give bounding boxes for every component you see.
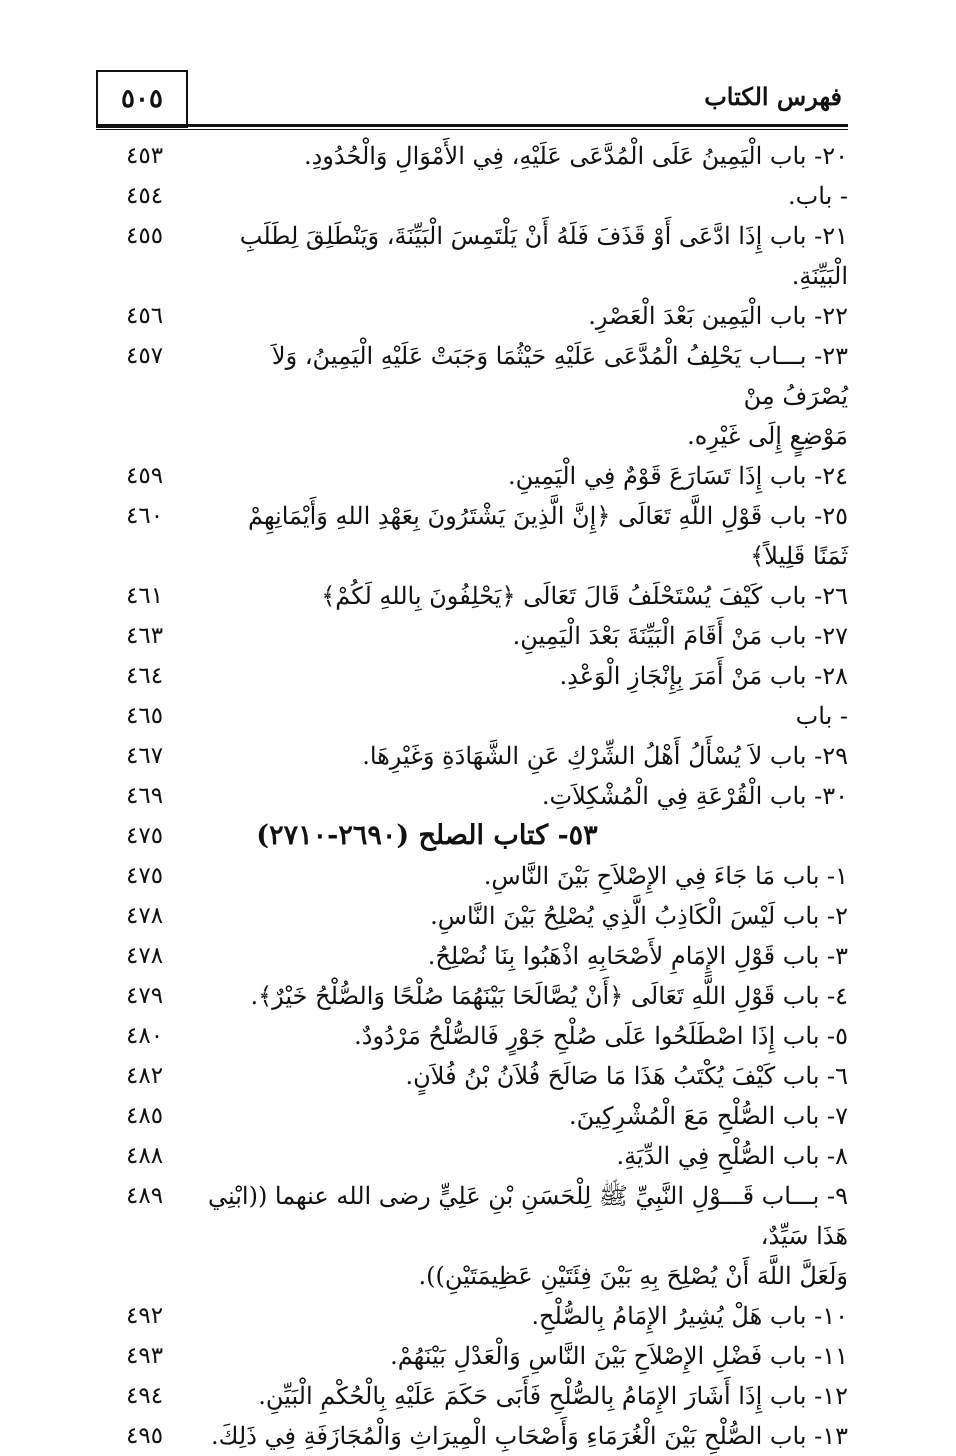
entry-page-number: ٤٧٥ (126, 863, 164, 889)
entry-title: ٢٢- باب الْيَمِين بَعْدَ الْعَصْرِ. (588, 302, 848, 330)
entry-title: ١- باب مَا جَاءَ فِي الإِصْلاَحِ بَيْنَ النَّاسِ. (483, 862, 848, 890)
entry-title: ٣- باب قَوْلِ الإِمَامِ لأَصْحَابِهِ اذْهَبُوا بِنَا نُصْلِحُ. (427, 942, 848, 970)
header-rule (96, 124, 848, 127)
entry-title: - باب (795, 702, 848, 730)
toc-entry (96, 1376, 848, 1416)
toc-entry (96, 1016, 848, 1056)
entry-title: ٩- بـــاب قَـــوْلِ النَّبِيِّ ﷺ لِلْحَسَنِ بْنِ عَلِيٍّ رضى الله عنهما ((ابْنِي هَذَا سَيِّدٌ، (207, 1182, 848, 1250)
entry-title: ٢٨- باب مَنْ أَمَرَ بِإِنْجَازِ الْوَعْدِ. (559, 662, 848, 690)
toc-entry (96, 1296, 848, 1336)
page-header (96, 70, 848, 126)
entry-page-number: ٤٦٥ (126, 703, 164, 729)
toc-entry (96, 1336, 848, 1376)
entry-title-continued: وَلَعَلَّ اللَّهَ أَنْ يُصْلِحَ بِهِ بَيْنَ فِئَتَيْنِ عَظِيمَتَيْنِ)). (418, 1262, 848, 1290)
toc-entry (96, 336, 848, 456)
page-number-box (96, 70, 188, 128)
toc-entry (96, 856, 848, 896)
entry-page-number: ٤٥٣ (126, 143, 164, 169)
toc-entry (96, 1416, 848, 1456)
entry-page-number: ٤٥٧ (126, 343, 164, 369)
entry-page-number: ٤٧٩ (126, 983, 164, 1009)
toc-entry (96, 776, 848, 816)
entry-page-number: ٤٥٤ (126, 183, 164, 209)
entry-page-number: ٤٨٥ (126, 1103, 164, 1129)
entry-title: ٢- باب لَيْسَ الْكَاذِبُ الَّذِي يُصْلِحُ بَيْنَ النَّاسِ. (430, 902, 848, 930)
entry-title: ٣٠- باب الْقُرْعَةِ فِي الْمُشْكِلاَتِ. (541, 782, 848, 810)
entry-page-number: ٤٨٠ (126, 1023, 164, 1049)
toc-entry (96, 1176, 848, 1296)
entry-title: ٢٠- باب الْيَمِينُ عَلَى الْمُدَّعَى عَلَيْهِ، فِي الأَمْوَالِ وَالْحُدُودِ. (303, 142, 848, 170)
page-number: ٥٠٥ (121, 84, 163, 114)
entry-page-number: ٤٦٣ (126, 623, 164, 649)
entry-title: - باب. (788, 182, 848, 210)
toc-entry (96, 296, 848, 336)
entry-title: ١١- باب فَضْلِ الإِصْلاَحِ بَيْنَ النَّاسِ وَالْعَدْلِ بَيْنَهُمْ. (390, 1342, 848, 1370)
toc-list (96, 136, 848, 1456)
toc-entry (96, 736, 848, 776)
entry-title: ٧- باب الصُّلْحِ مَعَ الْمُشْرِكِينَ. (568, 1102, 848, 1130)
entry-page-number: ٤٥٥ (126, 223, 164, 249)
entry-title: ٢١- باب إِذَا ادَّعَى أَوْ قَذَفَ فَلَهُ أَنْ يَلْتَمِسَ الْبَيِّنَةَ، وَيَنْطَلِقَ لِطَلَبِ الْبَيِّنَةِ. (239, 222, 848, 290)
toc-entry (96, 456, 848, 496)
entry-page-number: ٤٧٥ (126, 823, 164, 849)
entry-page-number: ٤٩٢ (126, 1303, 164, 1329)
running-title: فهرس الكتاب (704, 82, 842, 111)
entry-title: ٢٣- بـــاب يَحْلِفُ الْمُدَّعَى عَلَيْهِ حَيْثُمَا وَجَبَتْ عَلَيْهِ الْيَمِينُ، وَلاَ يُصْرَفُ مِنْ (271, 342, 848, 410)
entry-title: ٥- باب إِذَا اصْطَلَحُوا عَلَى صُلْحِ جَوْرٍ فَالصُّلْحُ مَرْدُودٌ. (354, 1022, 848, 1050)
toc-entry (96, 696, 848, 736)
entry-page-number: ٤٩٥ (126, 1423, 164, 1449)
toc-entry (96, 1056, 848, 1096)
entry-title: ٦- باب كَيْفَ يُكْتَبُ هَذَا مَا صَالَحَ فُلاَنُ بْنُ فُلاَنٍ. (405, 1062, 848, 1090)
entry-page-number: ٤٩٣ (126, 1343, 164, 1369)
entry-page-number: ٤٦١ (126, 583, 164, 609)
entry-title: ١٣- باب الصُّلْحِ بَيْنَ الْغُرَمَاءِ وَأَصْحَابِ الْمِيرَاثِ وَالْمُجَازَفَةِ فِي ذَلِكَ. (211, 1422, 848, 1450)
entry-title: ٢٩- باب لاَ يُسْأَلُ أَهْلُ الشِّرْكِ عَنِ الشَّهَادَةِ وَغَيْرِهَا. (362, 742, 848, 770)
toc-entry (96, 216, 848, 296)
entry-title: ١٢- باب إِذَا أَشَارَ الإِمَامُ بِالصُّلْحِ فَأَبَى حَكَمَ عَلَيْهِ بِالْحُكْمِ الْبَيِّنِ. (258, 1382, 848, 1410)
entry-page-number: ٤٧٨ (126, 943, 164, 969)
entry-page-number: ٤٥٩ (126, 463, 164, 489)
toc-entry (96, 176, 848, 216)
toc-entry (96, 136, 848, 176)
toc-entry (96, 936, 848, 976)
entry-title: ٢٦- باب كَيْفَ يُسْتَحْلَفُ قَالَ تَعَالَى ﴿يَحْلِفُونَ بِاللهِ لَكُمْ﴾ (321, 582, 848, 610)
toc-entry (96, 656, 848, 696)
entry-title: ٨- باب الصُّلْحِ فِي الدِّيَةِ. (616, 1142, 848, 1170)
toc-entry (96, 496, 848, 576)
entry-title: ٢٤- باب إِذَا تَسَارَعَ قَوْمٌ فِي الْيَمِينِ. (507, 462, 848, 490)
entry-page-number: ٤٥٦ (126, 303, 164, 329)
entry-title: ٢٧- باب مَنْ أَقَامَ الْبَيِّنَةَ بَعْدَ الْيَمِينِ. (512, 622, 848, 650)
toc-entry (96, 976, 848, 1016)
entry-title: ١٠- باب هَلْ يُشِيرُ الإِمَامُ بِالصُّلْحِ. (531, 1302, 848, 1330)
header-rule-thin (96, 129, 848, 130)
entry-page-number: ٤٩٤ (126, 1383, 164, 1409)
toc-entry (96, 616, 848, 656)
section-heading (96, 816, 848, 856)
toc-entry (96, 896, 848, 936)
entry-page-number: ٤٦٧ (126, 743, 164, 769)
entry-title-continued: مَوْضِعٍ إِلَى غَيْرِه. (687, 422, 848, 450)
entry-page-number: ٤٨٨ (126, 1143, 164, 1169)
entry-page-number: ٤٧٨ (126, 903, 164, 929)
toc-entry (96, 576, 848, 616)
entry-title: ٢٥- باب قَوْلِ اللَّهِ تَعَالَى ﴿إِنَّ الَّذِينَ يَشْتَرُونَ بِعَهْدِ اللهِ وَأَيْمَانِهِمْ ثَمَنًا قَلِيلاً﴾ (248, 502, 848, 570)
entry-page-number: ٤٨٩ (126, 1183, 164, 1209)
entry-page-number: ٤٨٢ (126, 1063, 164, 1089)
entry-title: ٥٣- كتاب الصلح (٢٦٩٠-٢٧١٠) (256, 820, 598, 851)
entry-page-number: ٤٦٩ (126, 783, 164, 809)
entry-title: ٤- باب قَوْلِ اللَّهِ تَعَالَى ﴿أَنْ يُصَّالَحَا بَيْنَهُمَا صُلْحًا وَالصُّلْحُ خَيْرٌ﴾. (250, 982, 848, 1010)
entry-page-number: ٤٦٠ (126, 503, 164, 529)
entry-page-number: ٤٦٤ (126, 663, 164, 689)
toc-entry (96, 1096, 848, 1136)
toc-entry (96, 1136, 848, 1176)
